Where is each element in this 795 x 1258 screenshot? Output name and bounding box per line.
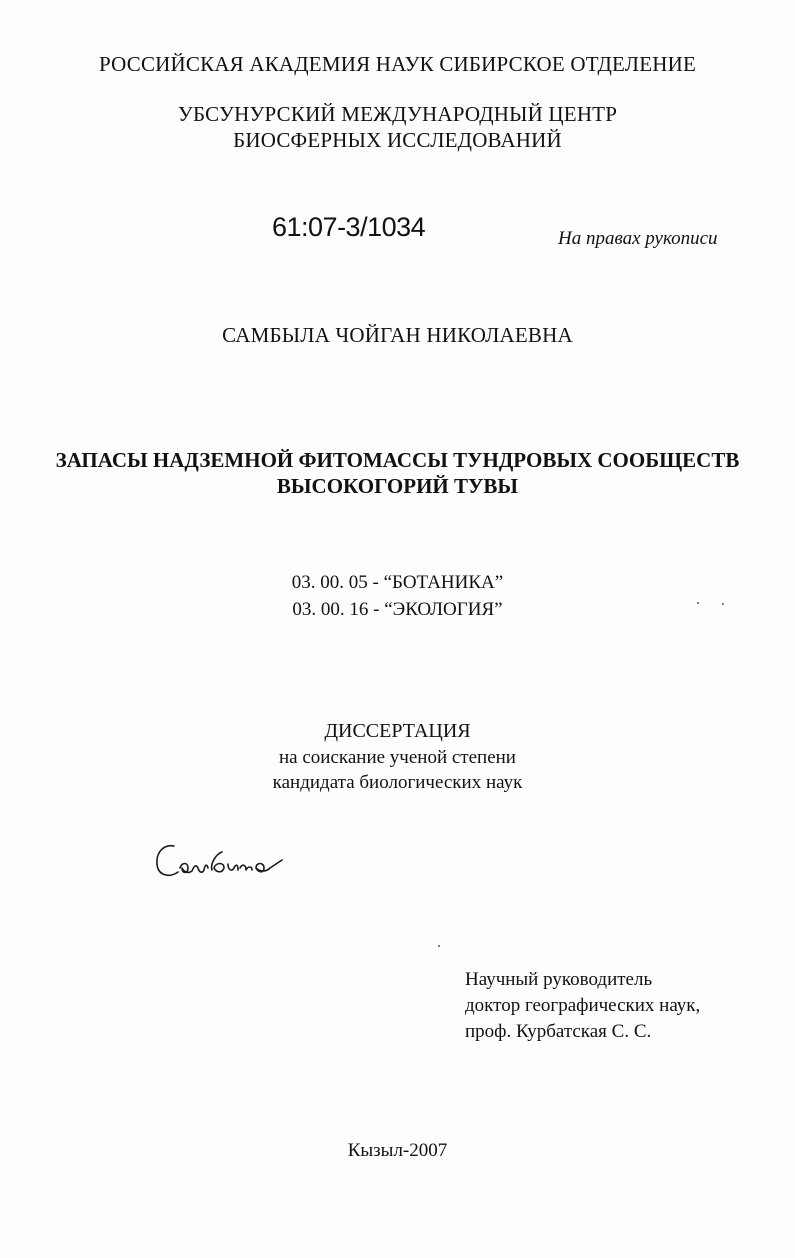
scan-speck (697, 602, 699, 604)
supervisor-degree: доктор географических наук, (465, 995, 701, 1016)
supervisor-name: проф. Курбатская С. С. (465, 1021, 652, 1042)
manuscript-rights: На правах рукописи (558, 228, 718, 249)
supervisor-title: Научный руководитель (465, 969, 653, 990)
specialty-botany: 03. 00. 05 - “БОТАНИКА” (291, 572, 504, 593)
dissertation-title-line1: ЗАПАСЫ НАДЗЕМНОЙ ФИТОМАССЫ ТУНДРОВЫХ СООБЩЕСТВ (55, 448, 740, 472)
degree-line2: кандидата биологических наук (272, 772, 523, 793)
city-year: Кызыл-2007 (347, 1140, 448, 1161)
center-name-line2: БИОСФЕРНЫХ ИССЛЕДОВАНИЙ (233, 128, 562, 152)
dissertation-heading: ДИССЕРТАЦИЯ (324, 720, 471, 742)
stamp-code: 61:07-3/1034 (272, 212, 426, 242)
handwritten-signature (152, 838, 292, 888)
dissertation-title-line2: ВЫСОКОГОРИЙ ТУВЫ (276, 474, 519, 498)
scan-speck (438, 945, 440, 947)
academy-name: РОССИЙСКАЯ АКАДЕМИЯ НАУК СИБИРСКОЕ ОТДЕЛЕНИЕ (99, 52, 696, 76)
scan-speck (722, 603, 724, 605)
specialty-ecology: 03. 00. 16 - “ЭКОЛОГИЯ” (292, 599, 503, 620)
degree-line1: на соискание ученой степени (279, 747, 516, 768)
author-name: САМБЫЛА ЧОЙГАН НИКОЛАЕВНА (222, 323, 573, 347)
center-name-line1: УБСУНУРСКИЙ МЕЖДУНАРОДНЫЙ ЦЕНТР (177, 102, 618, 126)
